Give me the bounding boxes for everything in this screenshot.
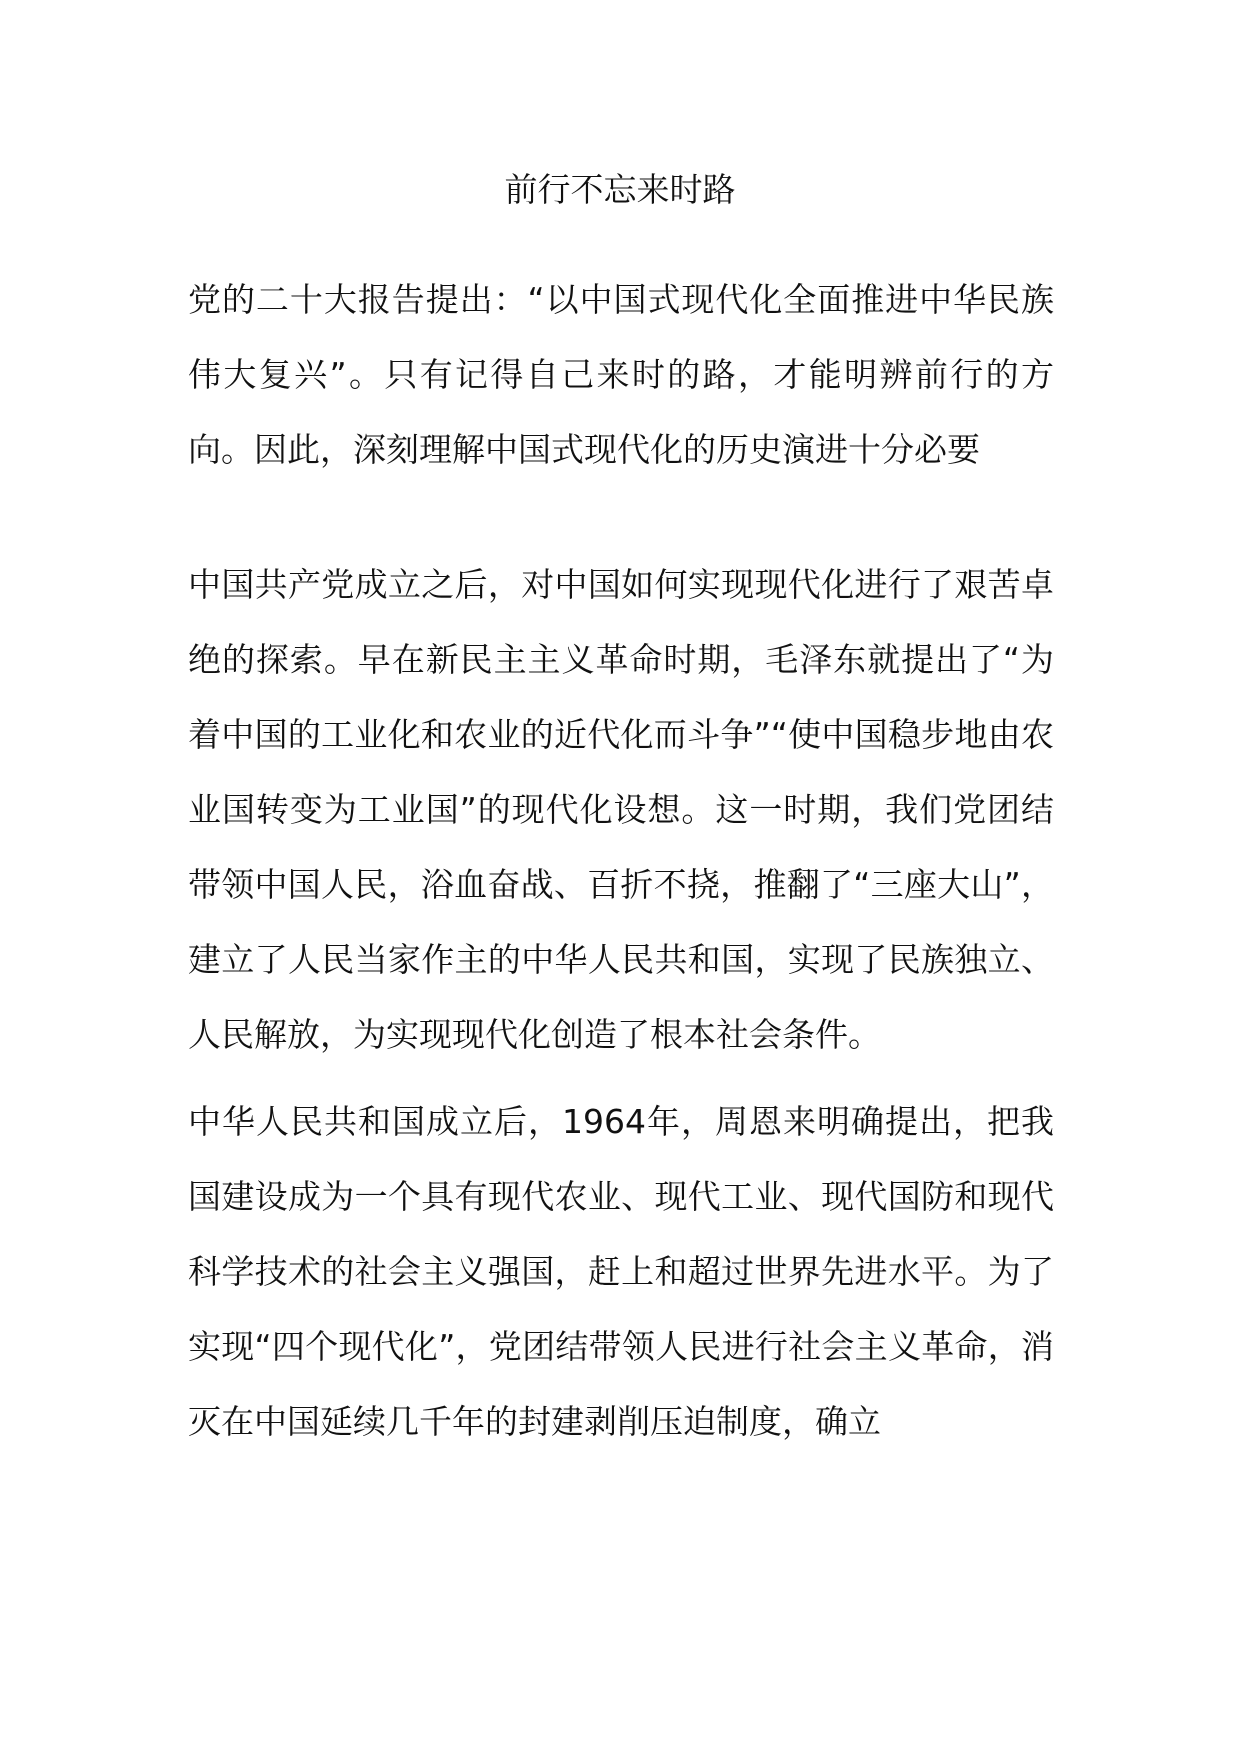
paragraph-intro: 党的二十大报告提出：“以中国式现代化全面推进中华民族伟大复兴”。只有记得自己来时的路，才能明辨前行的方向。因此，深刻理解中国式现代化的历史演进十分必要 [188, 280, 1054, 469]
document-body [188, 262, 1054, 1459]
paragraph-prc-era: 中华人民共和国成立后，1964年，周恩来明确提出，把我国建设成为一个具有现代农业、现代工业、现代国防和现代科学技术的社会主义强国，赶上和超过世界先进水平。为了实现“四个现代化”，党团结带领人民进行社会主义革命，消灭在中国延续几千年的封建剥削压迫制度，确立 [188, 1102, 1054, 1441]
document-title: 前行不忘来时路 [504, 170, 736, 209]
paragraph-gap [188, 487, 1054, 547]
paragraph-gap [188, 1072, 1054, 1084]
paragraph-new-democratic-era: 中国共产党成立之后，对中国如何实现现代化进行了艰苦卓绝的探索。早在新民主主义革命时期，毛泽东就提出了“为着中国的工业化和农业的近代化而斗争”“使中国稳步地由农业国转变为工业国”的现代化设想。这一时期，我们党团结带领中国人民，浴血奋战、百折不挠，推翻了“三座大山”，建立了人民当家作主的中华人民共和国，实现了民族独立、人民解放，为实现现代化创造了根本社会条件。 [188, 565, 1054, 1054]
